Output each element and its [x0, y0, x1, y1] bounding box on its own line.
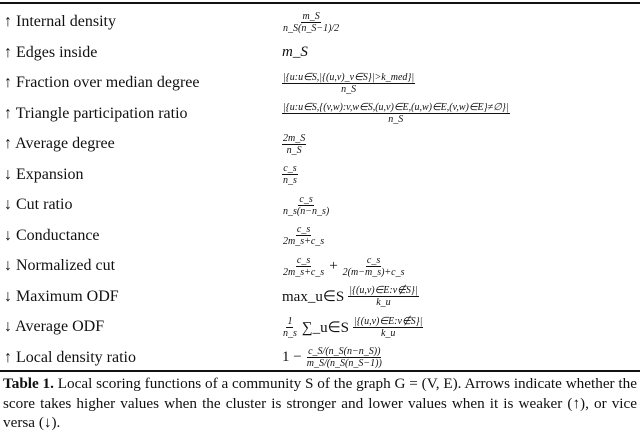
fraction	[282, 255, 325, 278]
score-name: ↓ Conductance	[4, 226, 100, 244]
denominator: n_S	[286, 144, 302, 156]
denominator: m_S/(n_S(n_S−1))	[306, 358, 382, 369]
numerator: c_s	[296, 254, 311, 266]
fraction	[306, 346, 383, 369]
numerator: m_S	[302, 10, 320, 22]
formula-term: ∑_u∈S	[301, 319, 350, 336]
score-name: ↓ Cut ratio	[4, 196, 73, 213]
score-formula	[280, 68, 417, 98]
table-row	[0, 343, 640, 373]
score-name: ↓ Maximum ODF	[4, 287, 119, 305]
denominator: 2m_s+c_s	[283, 266, 325, 278]
fraction	[282, 72, 415, 95]
score-name: ↓ Normalized cut	[4, 257, 116, 274]
denominator: n_S	[388, 114, 404, 125]
denominator: n_S	[341, 83, 357, 95]
score-formula	[280, 99, 512, 129]
table-row	[0, 282, 640, 312]
score-name: ↓ Expansion	[4, 165, 84, 183]
table-row	[0, 99, 640, 129]
denominator: n_S(n_S−1)/2	[283, 22, 340, 34]
denominator: n_s	[283, 327, 297, 339]
numerator: |{u:u∈S,{(v,w):v,w∈S,(u,v)∈E,(u,w)∈E,(v,w)∈E}≠∅}|	[283, 102, 509, 113]
formula-term: m_S	[282, 44, 308, 60]
fraction	[282, 316, 298, 339]
fraction	[282, 194, 330, 217]
table-row	[0, 221, 640, 251]
numerator: c_s	[296, 224, 311, 235]
caption-label: Table 1.	[3, 375, 54, 392]
table-caption	[3, 374, 637, 433]
table-row	[0, 251, 640, 281]
score-formula	[280, 282, 421, 312]
table-row	[0, 129, 640, 159]
denominator: 2(m−m_s)+c_s	[342, 266, 405, 278]
score-formula	[280, 190, 332, 220]
denominator: k_u	[376, 297, 391, 308]
table-row	[0, 160, 640, 190]
bottom-rule	[0, 370, 640, 372]
numerator: |{u:u∈S,|{(u,v)_v∈S}|>k_med}|	[283, 71, 415, 83]
caption-text: Local scoring functions of a community S of the graph G = (V, E). Arrows indicate whether the score takes higher values when the cluster is stronger and lower values when it is weaker (↑), or vice versa (↓).	[3, 375, 637, 431]
numerator: 2m_S	[283, 132, 306, 144]
score-name: ↑ Triangle participation ratio	[4, 104, 188, 122]
numerator: c_s	[299, 193, 313, 205]
denominator: 2m_s+c_s	[283, 236, 325, 247]
fraction	[282, 224, 325, 247]
fraction	[282, 163, 298, 186]
table-row	[0, 7, 640, 37]
denominator: k_u	[380, 327, 396, 339]
numerator: |{(u,v)∈E:v∉S}|	[354, 315, 423, 327]
fraction	[282, 102, 510, 125]
table-row	[0, 38, 640, 68]
score-name: ↑ Average degree	[4, 135, 115, 152]
top-rule	[0, 2, 640, 4]
formula-term: 1 −	[282, 349, 302, 365]
fraction	[348, 285, 418, 308]
numerator: c_S/(n_S(n−n_S))	[308, 346, 381, 357]
score-formula	[280, 312, 425, 342]
fraction	[342, 255, 406, 278]
fraction	[282, 11, 340, 34]
score-formula	[280, 343, 385, 373]
score-name: ↑ Internal density	[4, 13, 116, 30]
score-name: ↑ Edges inside	[4, 43, 98, 61]
score-formula	[280, 38, 310, 68]
score-name: ↑ Fraction over median degree	[4, 74, 200, 91]
fraction	[353, 316, 423, 339]
table-row	[0, 312, 640, 342]
formula-term: +	[329, 257, 338, 274]
score-formula	[280, 221, 327, 251]
numerator: |{(u,v)∈E:v∉S}|	[349, 285, 418, 296]
table-row	[0, 190, 640, 220]
numerator: 1	[287, 315, 293, 327]
denominator: n_s	[283, 175, 297, 186]
score-name: ↑ Local density ratio	[4, 348, 136, 366]
formula-term: max_u∈S	[282, 289, 345, 305]
score-name: ↓ Average ODF	[4, 318, 105, 335]
fraction	[282, 133, 306, 156]
table-row	[0, 68, 640, 98]
score-formula	[280, 129, 308, 159]
denominator: n_s(n−n_s)	[283, 205, 330, 217]
score-formula	[280, 251, 408, 281]
numerator: c_s	[366, 254, 381, 266]
score-formula	[280, 160, 300, 190]
numerator: c_s	[283, 163, 297, 174]
score-formula	[280, 7, 342, 37]
